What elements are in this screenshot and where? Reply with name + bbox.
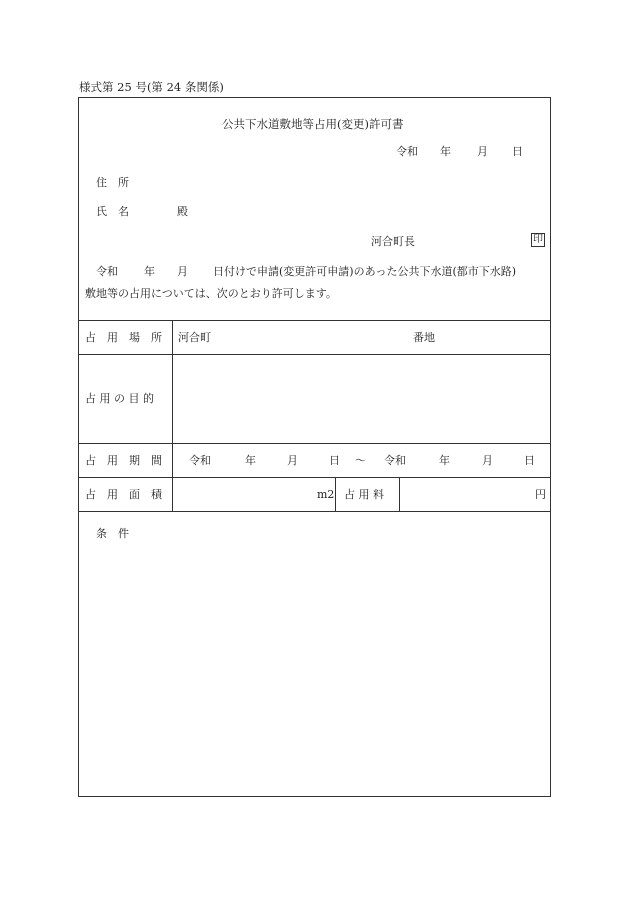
location-lot-suffix: 番地 (413, 331, 435, 344)
seal-icon: 印 (533, 234, 543, 245)
body-era: 令和 (96, 265, 118, 278)
divider-notice-table (78, 320, 551, 321)
area-unit: m2 (317, 488, 335, 501)
divider-location-purpose (78, 354, 551, 355)
permit-form-frame (78, 97, 551, 797)
period-end-day: 日 (524, 454, 535, 467)
issue-date-day: 日 (512, 145, 523, 158)
body-rest: 日付けで申請(変更許可申請)のあった公共下水道(都市下水路) (213, 265, 517, 278)
divider-purpose-period (78, 443, 551, 444)
address-label: 住 所 (96, 176, 129, 189)
conditions-label: 条 件 (96, 527, 129, 540)
fee-unit: 円 (535, 488, 546, 501)
purpose-label: 占 用 の 目 的 (85, 392, 154, 405)
body-year: 年 (144, 265, 155, 278)
form-title: 公共下水道敷地等占用(変更)許可書 (222, 117, 404, 131)
issue-date-year: 年 (440, 145, 451, 158)
divider-fee-label-right (399, 477, 400, 511)
fee-label: 占 用 料 (344, 488, 384, 501)
period-end-era: 令和 (384, 454, 406, 467)
name-label: 氏 名 (96, 205, 129, 218)
period-end-year: 年 (439, 454, 450, 467)
issue-date-era: 令和 (396, 145, 418, 158)
period-label: 占 用 期 間 (85, 454, 162, 467)
divider-label-column (172, 320, 173, 511)
location-town: 河合町 (178, 331, 211, 344)
location-label: 占 用 場 所 (85, 331, 162, 344)
form-number: 様式第 25 号(第 24 条関係) (79, 80, 224, 94)
period-separator: ～ (355, 454, 366, 467)
body-month: 月 (177, 265, 188, 278)
period-end-month: 月 (482, 454, 493, 467)
issue-date-month: 月 (477, 145, 488, 158)
period-start-era: 令和 (189, 454, 211, 467)
divider-area-conditions (78, 511, 551, 512)
area-label: 占 用 面 積 (85, 488, 162, 501)
period-start-year: 年 (245, 454, 256, 467)
divider-fee-label-left (335, 477, 336, 511)
divider-period-area (78, 477, 551, 478)
period-start-month: 月 (287, 454, 298, 467)
issuer-title: 河合町長 (371, 235, 415, 248)
honorific: 殿 (177, 205, 188, 218)
body-line-2: 敷地等の占用については、次のとおり許可します。 (85, 287, 337, 300)
period-start-day: 日 (329, 454, 340, 467)
